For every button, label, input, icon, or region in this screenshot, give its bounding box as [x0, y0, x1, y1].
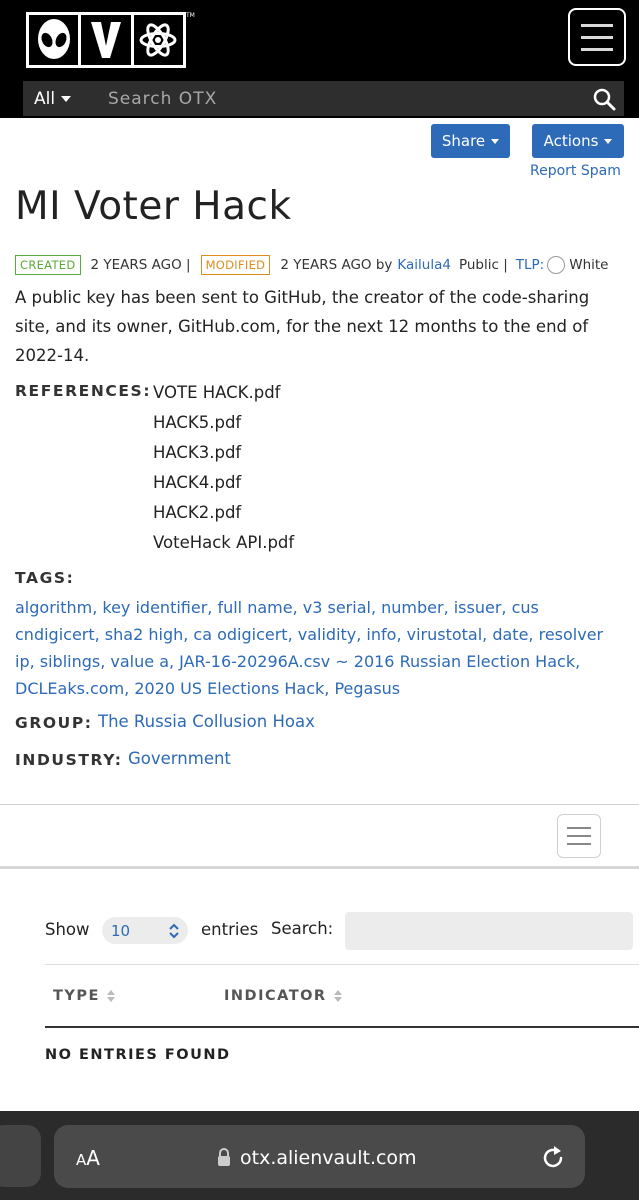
- reference-item: HACK5.pdf: [153, 413, 242, 432]
- industry-label: INDUSTRY:: [15, 751, 123, 769]
- page-title: MI Voter Hack: [15, 184, 292, 229]
- reference-item: HACK2.pdf: [153, 503, 242, 522]
- aa-small-letter: A: [76, 1151, 87, 1169]
- table-search-label: Search:: [271, 919, 334, 938]
- tlp-value: White: [569, 257, 609, 273]
- section-menu-button[interactable]: [557, 814, 601, 858]
- url-text: otx.alienvault.com: [240, 1147, 417, 1169]
- column-header-label: INDICATOR: [224, 988, 327, 1004]
- aa-big-letter: A: [86, 1146, 100, 1170]
- search-bar: [23, 81, 624, 116]
- report-spam-link[interactable]: Report Spam: [530, 163, 621, 179]
- lock-icon: [217, 1147, 231, 1167]
- section-divider: [0, 804, 639, 805]
- entries-per-page-select[interactable]: [102, 917, 188, 944]
- pulse-meta: [15, 254, 609, 276]
- previous-tab-preview[interactable]: [0, 1125, 41, 1187]
- sort-icon: [333, 989, 343, 1003]
- table-search-input[interactable]: [345, 912, 633, 950]
- reload-icon[interactable]: [540, 1144, 566, 1172]
- share-button-label: Share: [441, 132, 486, 150]
- trademark-mark: TM: [186, 12, 195, 19]
- show-label: Show: [45, 920, 90, 939]
- created-age: 2 YEARS AGO |: [90, 257, 191, 273]
- site-header: [0, 0, 639, 118]
- caret-down-icon: [491, 139, 499, 144]
- reader-options-button[interactable]: [76, 1146, 100, 1170]
- group-label: GROUP:: [15, 714, 93, 732]
- hamburger-icon-line: [581, 24, 613, 27]
- tags-list[interactable]: algorithm, key identifier, full name, v3 serial, number, issuer, cus cndigicert, sha2 high, ca odigicert, validity, info, virustotal, date, resolver ip, siblings, value a, JAR-16-20296A.csv ~ 2016 Russian Election Hack, DCLEaks.com, 2020 US Elections Hack, Pegasus: [15, 598, 604, 698]
- search-scope-label: All: [34, 88, 56, 109]
- search-scope-dropdown[interactable]: [23, 89, 98, 109]
- search-icon: [592, 87, 616, 111]
- tlp-link[interactable]: TLP:: [515, 257, 545, 273]
- reference-item: VoteHack API.pdf: [153, 533, 295, 552]
- otx-logo[interactable]: [26, 12, 186, 68]
- column-header-type[interactable]: [53, 988, 116, 1004]
- tags-label: TAGS:: [15, 569, 75, 587]
- column-header-label: TYPE: [53, 988, 100, 1004]
- references-list: [153, 378, 294, 558]
- reference-item: HACK3.pdf: [153, 443, 242, 462]
- caret-down-icon: [604, 139, 612, 144]
- search-input[interactable]: [98, 88, 584, 110]
- references-label: REFERENCES:: [15, 382, 152, 400]
- created-badge: CREATED: [15, 255, 81, 275]
- actions-button[interactable]: [532, 124, 624, 158]
- actions-button-label: Actions: [543, 132, 599, 150]
- reference-item: VOTE HACK.pdf: [153, 383, 281, 402]
- visibility-text: Public |: [458, 257, 508, 273]
- author-link[interactable]: Kailula4: [397, 257, 451, 273]
- sort-icon: [106, 989, 116, 1003]
- hamburger-icon-line: [567, 843, 591, 845]
- table-top-border: [45, 964, 639, 965]
- v-letter-icon: [81, 15, 133, 65]
- entries-label: entries: [201, 920, 259, 939]
- group-link[interactable]: The Russia Collusion Hoax: [98, 712, 315, 731]
- atom-icon: [134, 15, 183, 65]
- hamburger-icon-line: [567, 835, 591, 837]
- entries-per-page-value: 10: [111, 921, 131, 940]
- share-button[interactable]: [431, 124, 510, 158]
- column-header-indicator[interactable]: [224, 988, 343, 1004]
- modified-age: 2 YEARS AGO by: [280, 257, 393, 273]
- hamburger-icon-line: [581, 36, 613, 39]
- industry-link[interactable]: Government: [128, 749, 231, 768]
- chevron-updown-icon: [168, 923, 180, 939]
- table-header-rule: [45, 1026, 639, 1028]
- pulse-description: A public key has been sent to GitHub, the creator of the code-sharing site, and its owner, GitHub.com, for the next 12 months to the end of 2022-14.: [15, 288, 590, 365]
- tlp-circle-icon: [547, 256, 565, 274]
- alien-icon: [29, 15, 81, 65]
- caret-down-icon: [61, 96, 71, 102]
- hamburger-icon-line: [581, 48, 613, 51]
- hamburger-icon-line: [567, 827, 591, 829]
- modified-badge: MODIFIED: [201, 255, 271, 275]
- main-menu-button[interactable]: [568, 8, 626, 66]
- section-divider: [0, 866, 639, 869]
- empty-table-message: NO ENTRIES FOUND: [45, 1047, 231, 1063]
- search-button[interactable]: [584, 87, 624, 111]
- reference-item: HACK4.pdf: [153, 473, 242, 492]
